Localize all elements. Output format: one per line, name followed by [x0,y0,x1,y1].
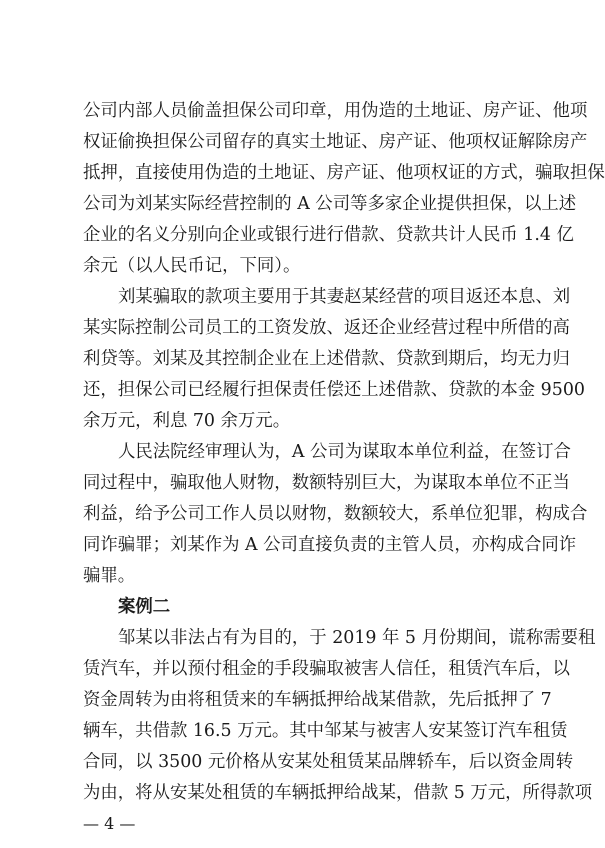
paragraph-2-line-4: 还，担保公司已经履行担保责任偿还上述借款、贷款的本金 9500 [83,380,585,400]
paragraph-4-line-6: 为由，将从安某处租赁的车辆抵押给战某，借款 5 万元，所得款项 [83,783,593,803]
page-number: — 4 — [83,814,136,833]
paragraph-4-line-2: 赁汽车，并以预付租金的手段骗取被害人信任，租赁汽车后，以 [83,659,570,679]
paragraph-2-line-3: 利贷等。刘某及其控制企业在上述借款、贷款到期后，均无力归 [83,349,570,369]
paragraph-1-line-4: 公司为刘某实际经营控制的 A 公司等多家企业提供担保，以上述 [83,194,577,214]
paragraph-4-line-3: 资金周转为由将租赁来的车辆抵押给战某借款，先后抵押了 7 [83,690,552,710]
paragraph-1-line-6: 余元（以人民币记，下同）。 [83,256,301,276]
paragraph-3-line-3: 利益，给予公司工作人员以财物，数额较大，系单位犯罪，构成合 [83,504,588,524]
paragraph-1-line-2: 权证偷换担保公司留存的真实土地证、房产证、他项权证解除房产 [83,132,588,152]
paragraph-3-line-2: 同过程中，骗取他人财物，数额特别巨大，为谋取本单位不正当 [83,473,570,493]
paragraph-3-line-1: 人民法院经审理认为，A 公司为谋取本单位利益，在签订合 [118,442,571,462]
paragraph-4-line-4: 辆车，共借款 16.5 万元。其中邹某与被害人安某签订汽车租赁 [83,721,568,741]
paragraph-2-line-2: 某实际控制公司员工的工资发放、返还企业经营过程中所借的高 [83,318,570,338]
paragraph-4-line-1: 邹某以非法占有为目的，于 2019 年 5 月份期间，谎称需要租 [118,628,596,648]
paragraph-3-line-5: 骗罪。 [83,566,136,586]
paragraph-4-line-5: 合同，以 3500 元价格从安某处租赁某品牌轿车，后以资金周转 [83,752,574,772]
paragraph-2-line-5: 余万元，利息 70 余万元。 [83,411,291,431]
paragraph-3-line-4: 同诈骗罪；刘某作为 A 公司直接负责的主管人员，亦构成合同诈 [83,535,577,555]
paragraph-1-line-3: 抵押，直接使用伪造的土地证、房产证、他项权证的方式，骗取担保 [83,163,605,183]
paragraph-1-line-1: 公司内部人员偷盖担保公司印章，用伪造的土地证、房产证、他项 [83,101,588,121]
paragraph-1-line-5: 企业的名义分别向企业或银行进行借款、贷款共计人民币 1.4 亿 [83,225,574,245]
section-heading-case-two: 案例二 [118,597,171,617]
paragraph-2-line-1: 刘某骗取的款项主要用于其妻赵某经营的项目返还本息、刘 [118,287,571,307]
